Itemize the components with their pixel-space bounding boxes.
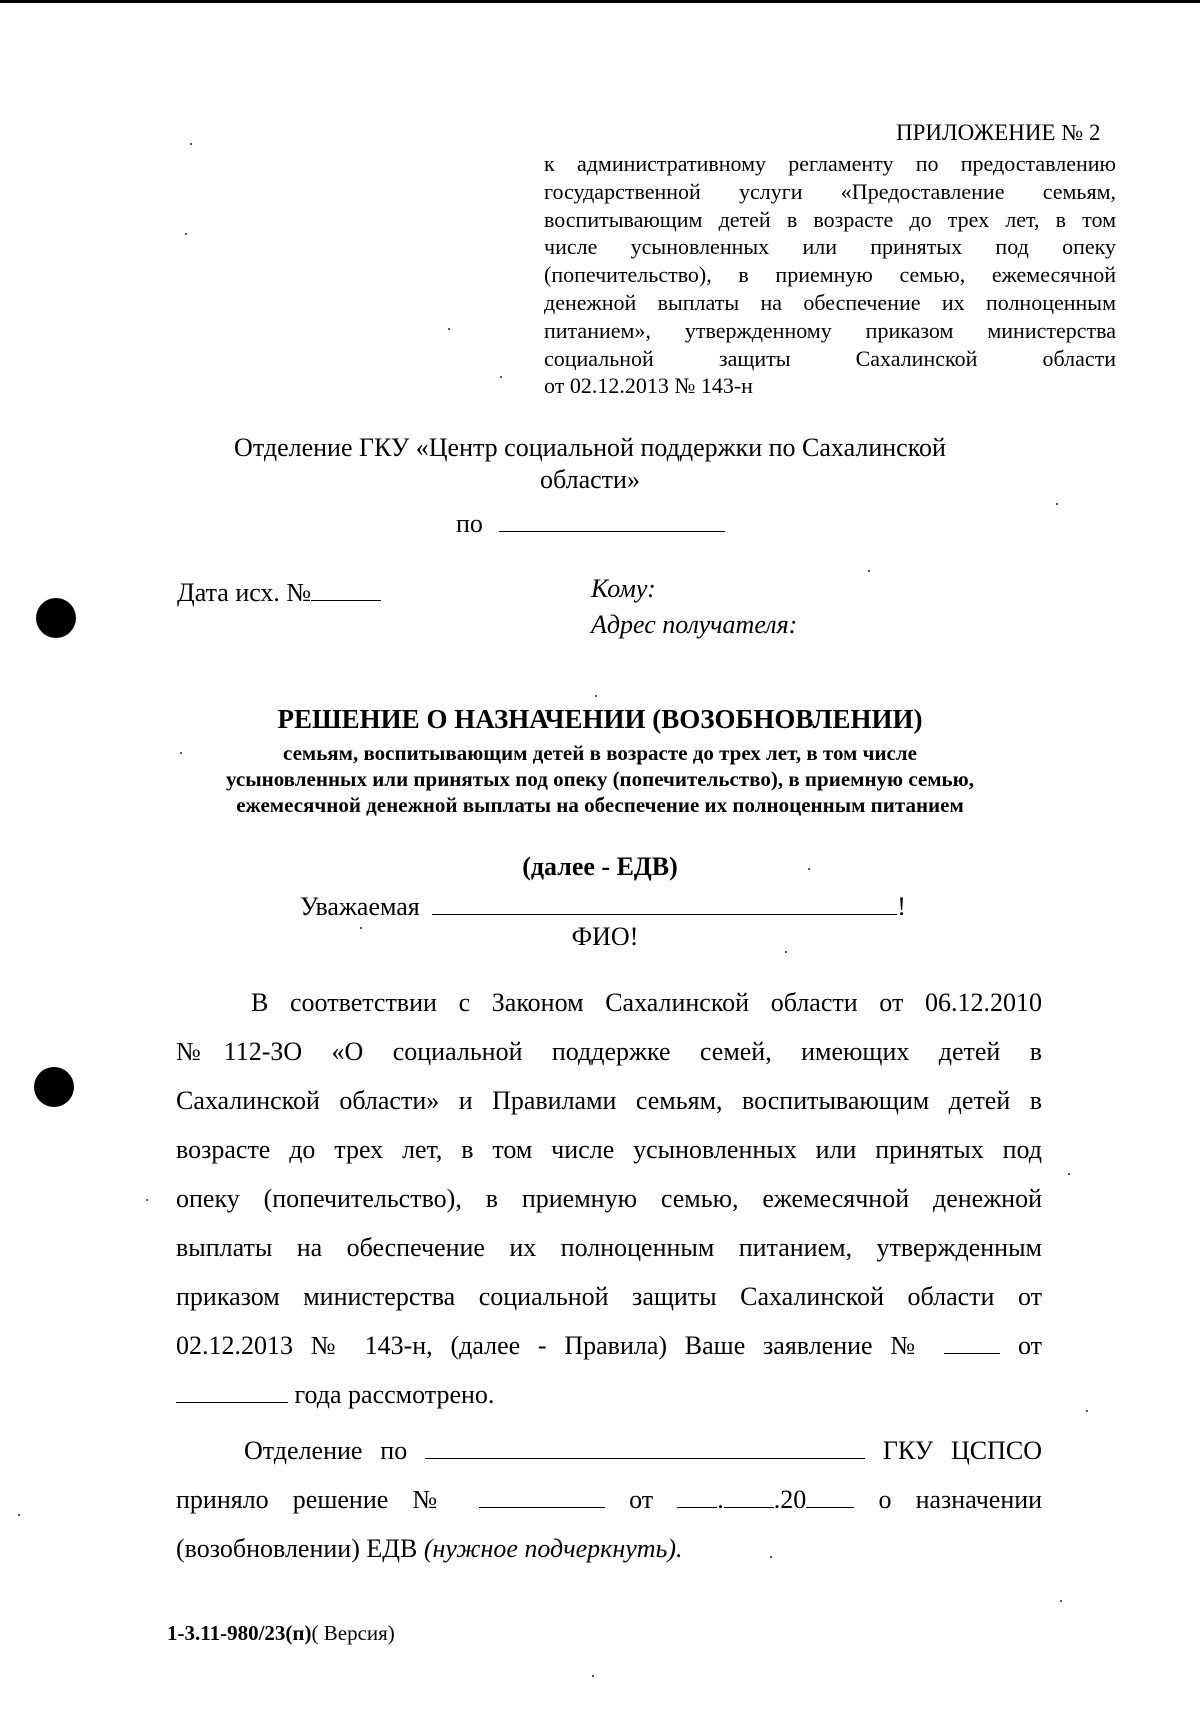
application-date-blank[interactable] — [176, 1376, 288, 1403]
decision-adopted-label: приняло решение № — [176, 1485, 455, 1514]
body-paragraph — [176, 978, 1042, 1419]
outgoing-number-row — [177, 574, 381, 608]
date-year-prefix: .20 — [773, 1485, 807, 1514]
department-name — [150, 432, 1030, 496]
department-district-blank[interactable] — [425, 1432, 865, 1459]
decision-paragraph — [176, 1426, 1042, 1573]
scan-speck — [448, 328, 450, 330]
recipient-name-blank[interactable] — [432, 888, 897, 915]
document-code: 1-3.11-980/23(п) — [167, 1621, 312, 1645]
scan-speck — [1056, 503, 1058, 505]
scan-speck — [185, 233, 187, 235]
underline-note: (нужное подчеркнуть). — [423, 1534, 683, 1563]
appendix-line: к административному регламенту по предоставлению — [544, 151, 1116, 176]
recipient-label: Кому: — [591, 574, 656, 603]
decision-year-blank[interactable] — [806, 1481, 854, 1508]
decision-subheading — [150, 740, 1050, 818]
punch-hole-top — [36, 598, 76, 638]
assignment-label: о назначении — [878, 1485, 1043, 1514]
document-version: ( Версия) — [311, 1621, 395, 1645]
appendix-line: государственной услуги «Предоставление семьям, — [544, 178, 1116, 204]
resumption-label: (возобновлении) ЕДВ — [176, 1534, 418, 1563]
department-blank-field[interactable] — [499, 505, 725, 532]
appendix-line: социальной защиты Сахалинской области — [544, 345, 1116, 371]
application-text: 02.12.2013 № 143-н, (далее - Правила) Ваше заявление № — [176, 1331, 927, 1360]
decision-abbreviation: (далее - ЕДВ) — [522, 852, 678, 881]
date-dot: . — [717, 1485, 724, 1514]
scan-speck — [500, 376, 502, 378]
subheading-line: семьям, воспитывающим детей в возрасте до трех лет, в том числе — [283, 741, 917, 765]
scan-speck — [1068, 1173, 1070, 1175]
organization-abbr: ГКУ ЦСПСО — [882, 1436, 1042, 1465]
salutation-label: Уважаемая — [300, 892, 420, 921]
decision-day-blank[interactable] — [677, 1481, 717, 1508]
salutation-row — [300, 888, 906, 922]
decision-line-resumption — [176, 1524, 1042, 1573]
scan-top-border — [0, 0, 1200, 3]
body-line: Сахалинской области» и Правилами семьям, воспитывающим детей в — [176, 1086, 1042, 1115]
appendix-line: от 02.12.2013 № 143-н — [544, 373, 753, 399]
outgoing-number-label: Дата исх. № — [177, 578, 312, 607]
decision-line-department — [176, 1426, 1042, 1475]
decision-number-blank[interactable] — [479, 1481, 605, 1508]
body-line: возрасте до трех лет, в том числе усыновленных или принятых под — [176, 1135, 1042, 1164]
decision-line-number — [176, 1475, 1042, 1524]
body-line: №112-ЗО «О социальной поддержке семей, имеющих детей в — [176, 1037, 1042, 1066]
decision-date-field — [677, 1485, 854, 1514]
appendix-line: денежной выплаты на обеспечение их полноценным — [544, 289, 1116, 315]
body-line: В соответствии с Законом Сахалинской области от 06.12.2010 — [251, 988, 1042, 1017]
application-number-blank[interactable] — [944, 1327, 1000, 1354]
scan-speck — [1060, 1600, 1062, 1602]
body-line-application — [176, 1321, 1042, 1370]
body-line: выплаты на обеспечение их полноценным питанием, утвержденным — [176, 1233, 1042, 1262]
department-line-2: области» — [540, 465, 640, 494]
appendix-line: числе усыновленных или принятых под опеку — [544, 234, 1116, 260]
fio-caption: ФИО! — [571, 922, 639, 951]
appendix-description — [544, 150, 1116, 400]
scan-speck — [868, 570, 870, 572]
body-line-reviewed — [176, 1370, 1042, 1419]
scan-speck — [595, 695, 597, 697]
application-from-label: от — [1018, 1331, 1043, 1360]
scan-speck — [190, 143, 192, 145]
footer-code — [167, 1621, 395, 1646]
decision-from-label: от — [629, 1485, 654, 1514]
subheading-line: ежемесячной денежной выплаты на обеспечение их полноценным питанием — [236, 793, 964, 817]
appendix-title: ПРИЛОЖЕНИЕ № 2 — [896, 120, 1101, 145]
department-line-1: Отделение ГКУ «Центр социальной поддержки по Сахалинской — [234, 433, 946, 462]
punch-hole-bottom — [34, 1067, 74, 1107]
scan-speck — [592, 1675, 594, 1677]
po-label: по — [456, 509, 483, 538]
appendix-line: воспитывающим детей в возрасте до трех лет, в том — [544, 206, 1116, 232]
department-po-row — [456, 505, 725, 539]
department-by-label: Отделение по — [244, 1436, 408, 1465]
scan-speck — [1086, 1410, 1088, 1412]
outgoing-number-blank[interactable] — [311, 574, 381, 601]
recipient-address-label: Адрес получателя: — [591, 610, 798, 639]
appendix-line: питанием», утвержденному приказом министерства — [544, 317, 1116, 343]
reviewed-text: года рассмотрено. — [294, 1380, 495, 1409]
scan-speck — [18, 1514, 20, 1516]
scan-speck — [146, 1199, 148, 1201]
decision-month-blank[interactable] — [724, 1481, 774, 1508]
appendix-line: (попечительство), в приемную семью, ежемесячной — [544, 262, 1116, 288]
salutation-exclamation: ! — [897, 892, 906, 921]
subheading-line: усыновленных или принятых под опеку (попечительство), в приемную семью, — [226, 767, 974, 791]
body-line: приказом министерства социальной защиты Сахалинской области от — [176, 1282, 1042, 1311]
body-line: опеку (попечительство), в приемную семью, ежемесячной денежной — [176, 1184, 1042, 1213]
decision-heading: РЕШЕНИЕ О НАЗНАЧЕНИИ (ВОЗОБНОВЛЕНИИ) — [277, 704, 923, 734]
